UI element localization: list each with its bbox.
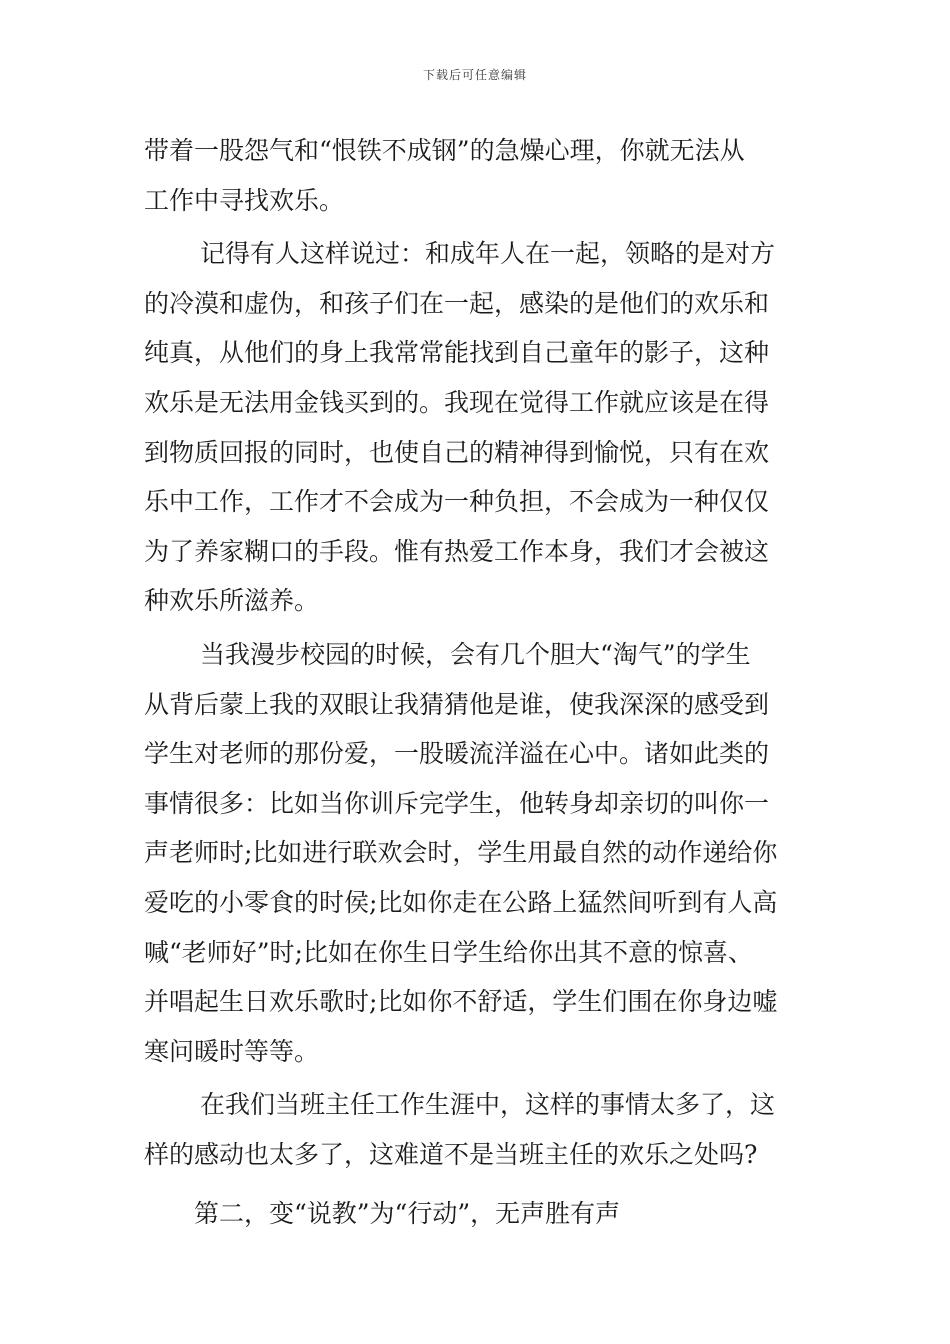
document-body — [144, 126, 810, 1239]
text-line: 工作中寻找欢乐。 — [144, 185, 345, 215]
text-line: 爱吃的小零食的时侯;比如你走在公路上猛然间听到有人高 — [144, 887, 778, 917]
section-heading: 第二，变“说教”为“行动”，无声胜有声 — [194, 1199, 621, 1229]
text-line: 学生对老师的那份爱，一股暖流洋溢在心中。诸如此类的 — [144, 739, 770, 769]
text-line: 喊“老师好”时;比如在你生日学生给你出其不意的惊喜、 — [144, 937, 753, 967]
text-line: 到物质回报的同时，也使自己的精神得到愉悦，只有在欢 — [144, 437, 770, 467]
page-header: 下载后可任意编辑 — [422, 68, 527, 82]
paragraph-first-line: 当我漫步校园的时候，会有几个胆大“淘气”的学生 — [200, 639, 751, 669]
text-line: 乐中工作，工作才不会成为一种负担，不会成为一种仅仅 — [144, 487, 770, 517]
text-line: 并唱起生日欢乐歌时;比如你不舒适，学生们围在你身边嘘 — [144, 987, 778, 1017]
text-line: 欢乐是无法用金钱买到的。我现在觉得工作就应该是在得 — [144, 387, 770, 417]
text-line: 从背后蒙上我的双眼让我猜猜他是谁，使我深深的感受到 — [144, 689, 770, 719]
text-line: 样的感动也太多了，这难道不是当班主任的欢乐之处吗? — [144, 1139, 758, 1169]
text-line: 的冷漠和虚伪，和孩子们在一起，感染的是他们的欢乐和 — [144, 288, 770, 318]
paragraph-first-line: 在我们当班主任工作生涯中，这样的事情太多了，这 — [200, 1090, 776, 1120]
text-line: 寒问暖时等等。 — [144, 1036, 320, 1066]
text-line: 纯真，从他们的身上我常常能找到自己童年的影子，这种 — [144, 338, 770, 368]
text-line: 种欢乐所滋养。 — [144, 586, 320, 616]
text-line: 为了养家糊口的手段。惟有热爱工作本身，我们才会被这 — [144, 536, 770, 566]
text-line: 事情很多：比如当你训斥完学生，他转身却亲切的叫你一 — [144, 788, 770, 818]
text-line: 带着一股怨气和“恨铁不成钢”的急燥心理，你就无法从 — [144, 136, 745, 165]
paragraph-first-line: 记得有人这样说过：和成年人在一起，领略的是对方 — [200, 239, 776, 269]
text-line: 声老师时;比如进行联欢会时，学生用最自然的动作递给你 — [144, 838, 778, 868]
